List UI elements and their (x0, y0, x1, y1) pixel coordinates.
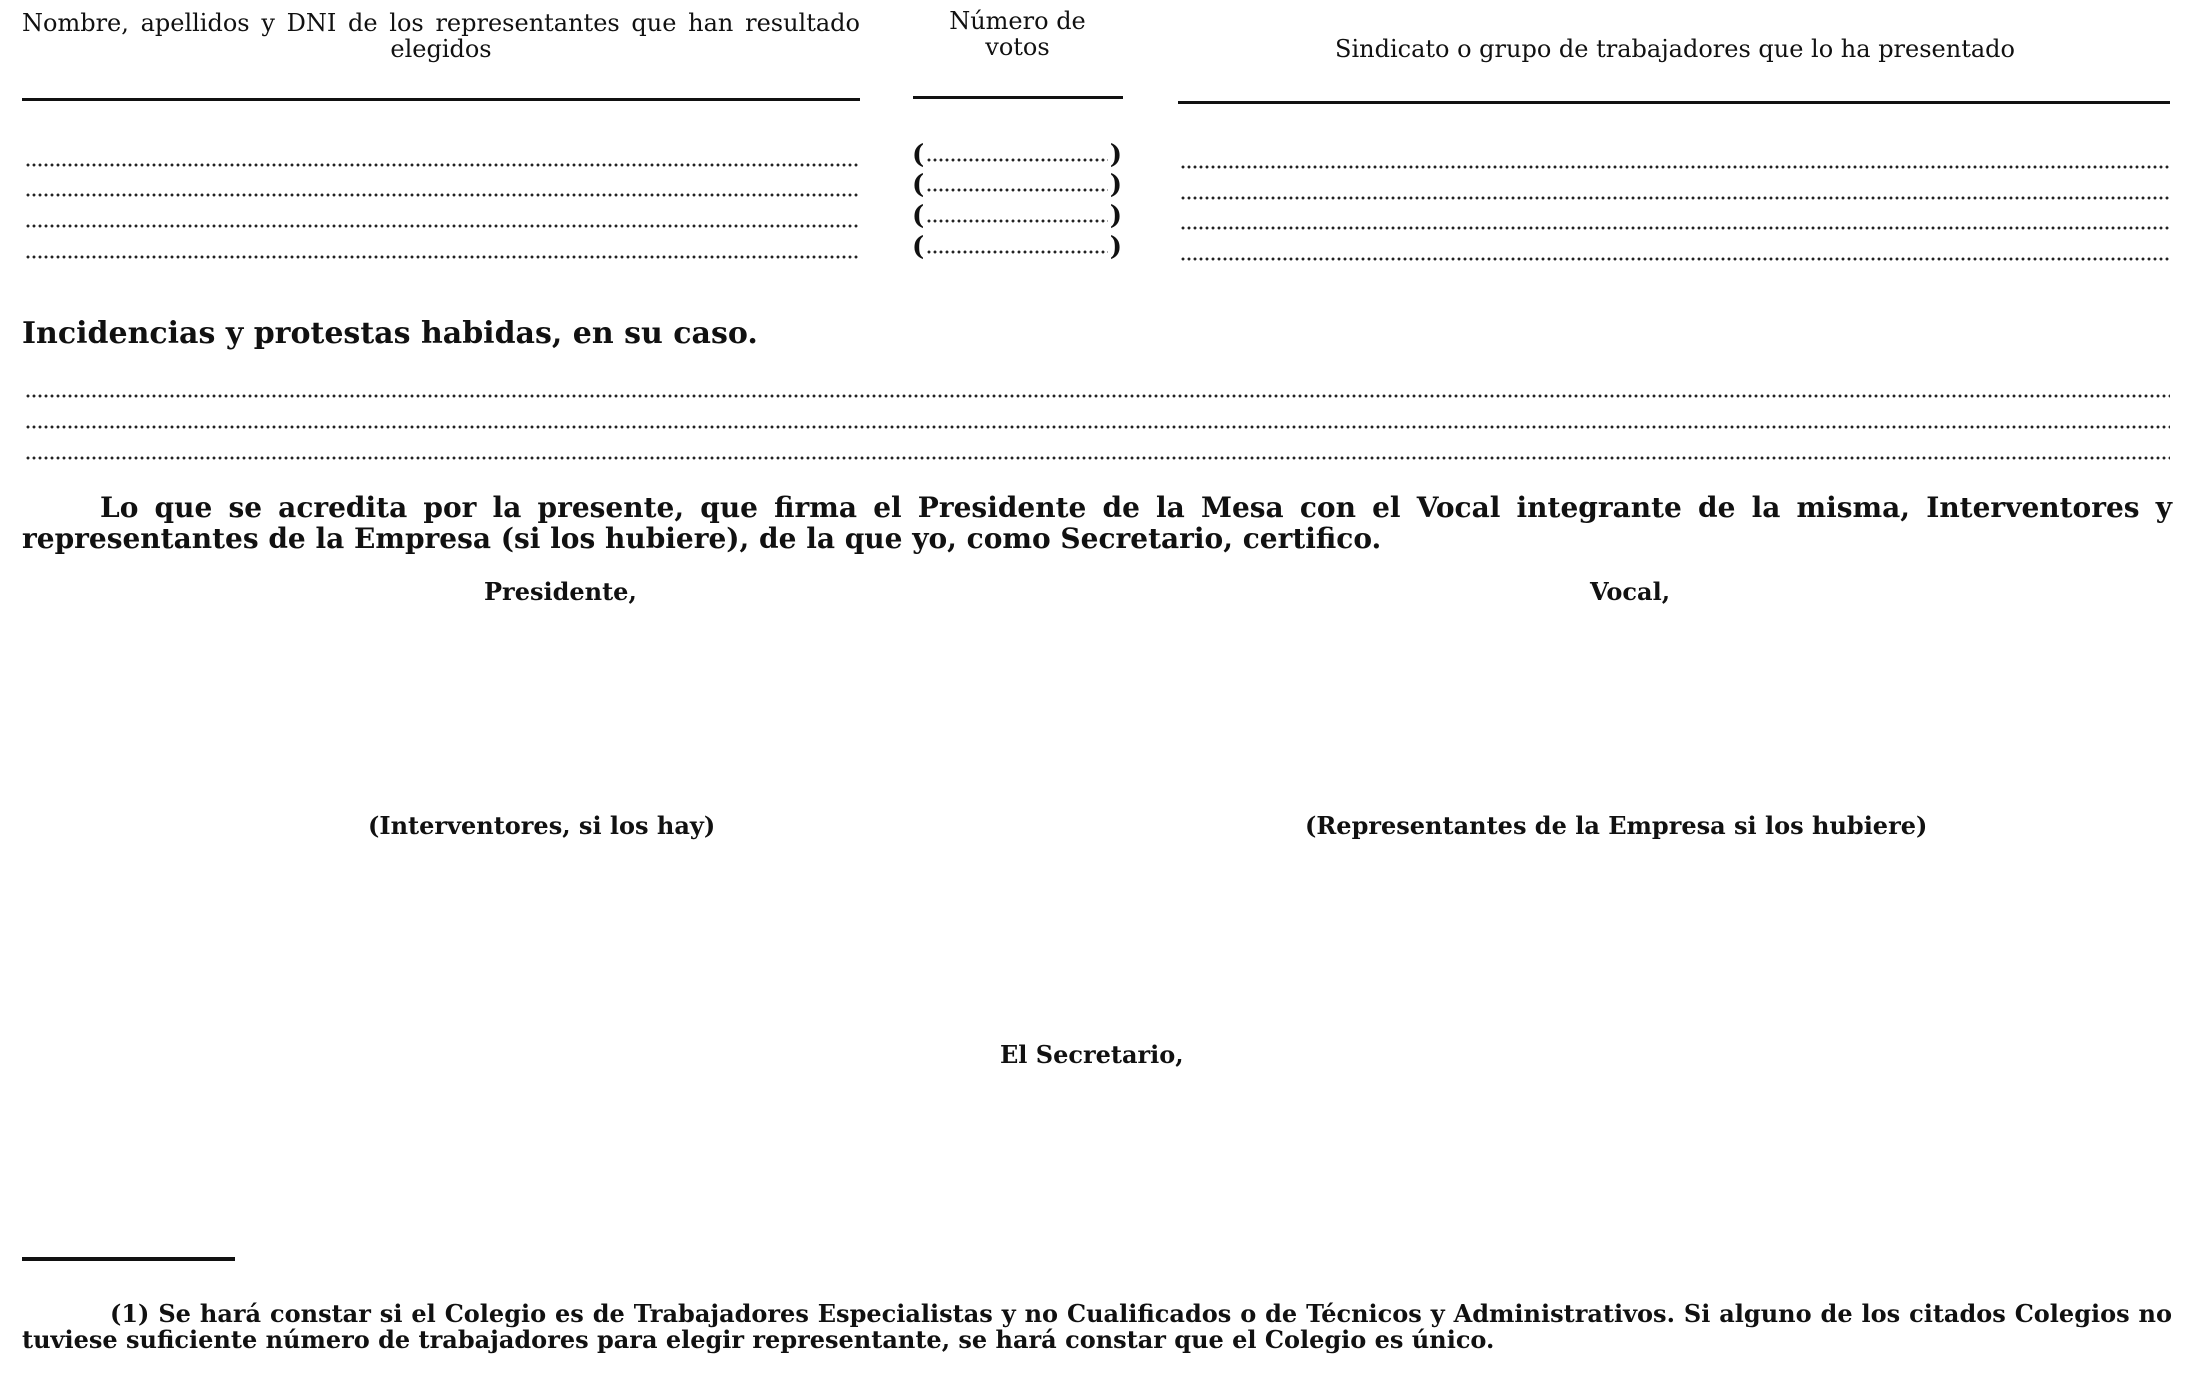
vote-fill-line (926, 219, 1107, 223)
name-fill-line (25, 193, 860, 197)
union-fill-line (1180, 226, 2170, 230)
name-fill-line (25, 224, 860, 228)
vote-count-field (912, 141, 1122, 169)
vote-count-field (912, 202, 1122, 230)
close-paren: ) (1109, 140, 1122, 170)
close-paren: ) (1109, 232, 1122, 262)
vocal-signature-label: Vocal, (1590, 577, 1671, 606)
interventores-signature-label: (Interventores, si los hay) (368, 811, 716, 840)
union-fill-line (1180, 257, 2170, 261)
secretario-signature-label: El Secretario, (1000, 1040, 1184, 1069)
open-paren: ( (912, 201, 925, 231)
vote-count-field (912, 171, 1122, 199)
incidents-heading: Incidencias y protestas habidas, en su caso. (22, 316, 758, 351)
close-paren: ) (1109, 170, 1122, 200)
open-paren: ( (912, 140, 925, 170)
footnote-text: (1) Se hará constar si el Colegio es de Trabajadores Especialistas y no Cualificados o de Técnicos y Administrativos. Si alguno de los citados Colegios no tuviese suficiente número de trabajadores para elegir representante, se hará constar que el Colegio es único. (22, 1299, 2172, 1354)
footnote-rule (22, 1257, 235, 1261)
incidents-fill-line (25, 456, 2170, 460)
vote-fill-line (926, 188, 1107, 192)
incidents-fill-line (25, 425, 2170, 429)
column-header-union: Sindicato o grupo de trabajadores que lo ha presentado (1335, 35, 2015, 63)
column-header-votes: Número de votos (949, 7, 1086, 61)
name-fill-line (25, 255, 860, 259)
column-header-names: Nombre, apellidos y DNI de los representantes que han resultado elegidos (22, 9, 860, 63)
president-signature-label: Presidente, (484, 577, 637, 606)
incidents-fill-line (25, 394, 2170, 398)
header-rule-votes (913, 96, 1123, 99)
union-fill-line (1180, 196, 2170, 200)
union-fill-line (1180, 165, 2170, 169)
open-paren: ( (912, 170, 925, 200)
header-rule-union (1178, 101, 2170, 104)
header-rule-names (22, 98, 860, 101)
vote-fill-line (926, 250, 1107, 254)
vote-count-field (912, 233, 1122, 261)
empresa-signature-label: (Representantes de la Empresa si los hubiere) (1305, 811, 1928, 840)
close-paren: ) (1109, 201, 1122, 231)
open-paren: ( (912, 232, 925, 262)
certification-paragraph: Lo que se acredita por la presente, que firma el Presidente de la Mesa con el Vocal integrante de la misma, Interventores y representantes de la Empresa (si los hubiere), de la que yo, como Secretario, certifico. (22, 491, 2172, 555)
name-fill-line (25, 163, 860, 167)
vote-fill-line (926, 158, 1107, 162)
